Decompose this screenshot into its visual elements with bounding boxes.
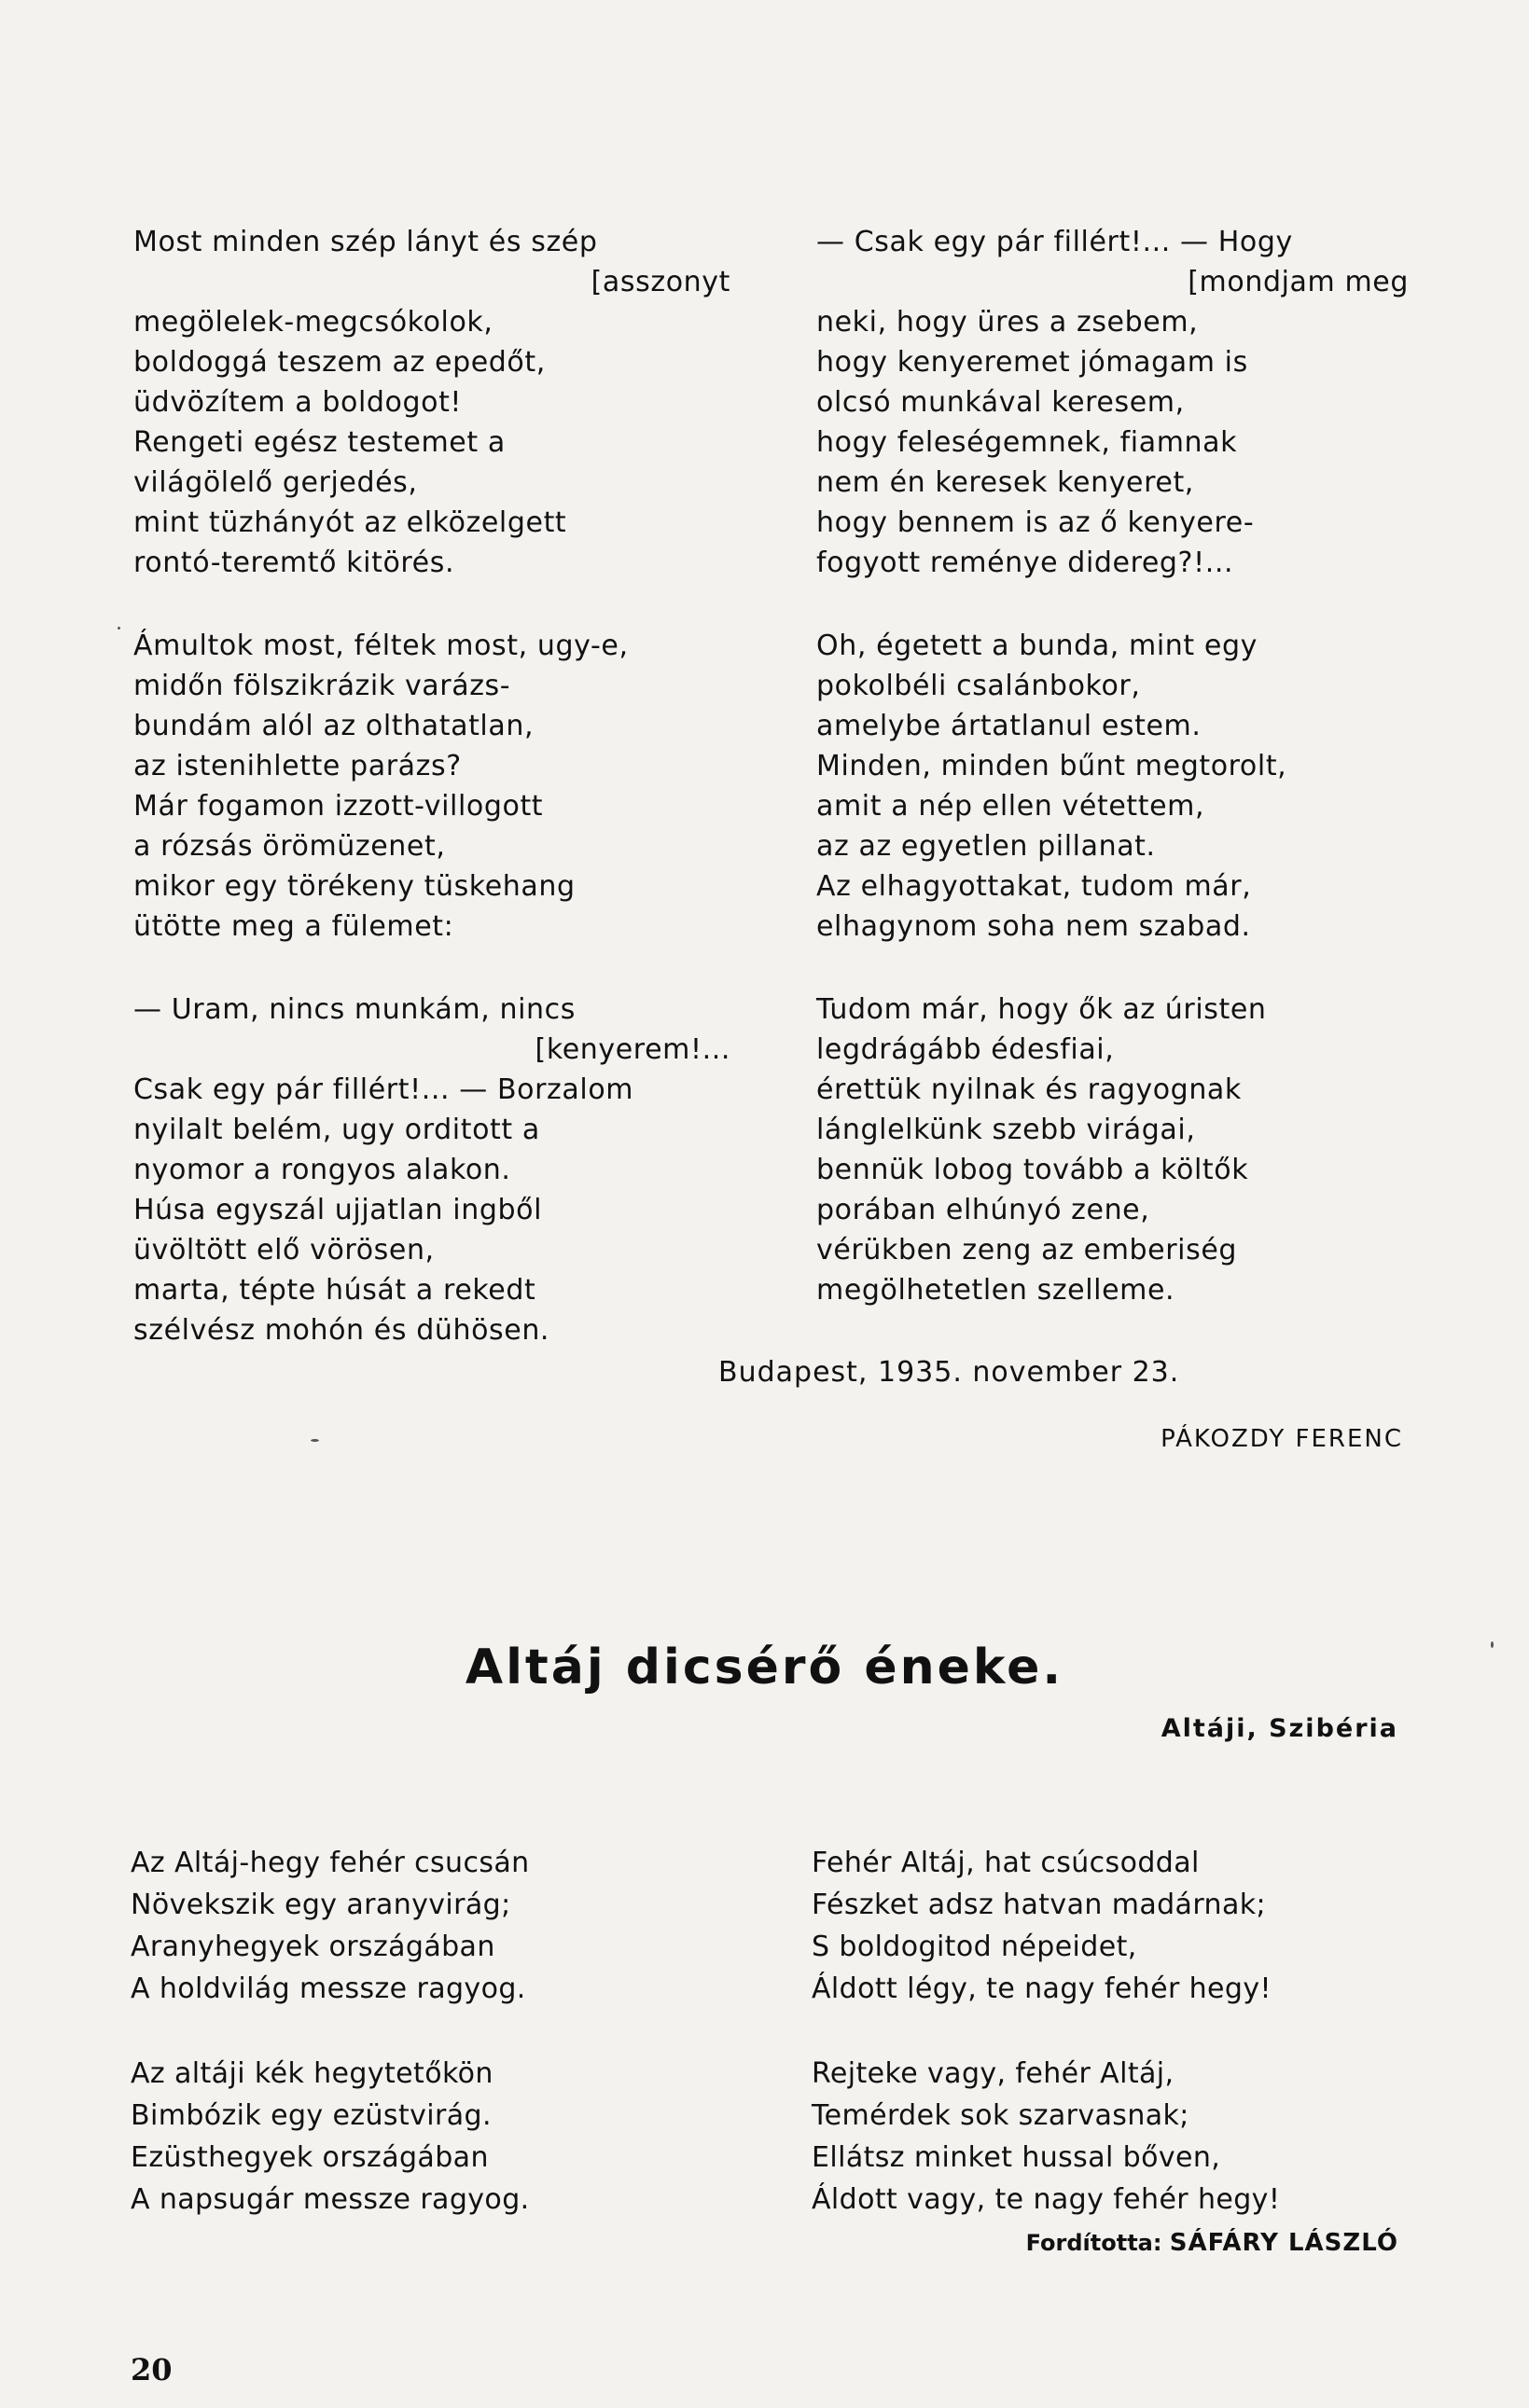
stanza xyxy=(133,989,730,1350)
verse-line: midőn fölszikrázik varázs- xyxy=(133,670,511,702)
verse-line: Az elhagyottakat, tudom már, xyxy=(816,870,1252,903)
poem1-right-column xyxy=(816,222,1409,1353)
verse-line: Rejteke vagy, fehér Altáj, xyxy=(812,2057,1175,2090)
verse-line: Bimbózik egy ezüstvirág. xyxy=(131,2099,492,2132)
poem2-subtitle: Altáji, Szibéria xyxy=(1161,1714,1398,1743)
verse-line: mikor egy törékeny tüskehang xyxy=(133,870,576,903)
verse-line: az istenihlette parázs? xyxy=(133,750,462,782)
verse-line: üdvözítem a boldogot! xyxy=(133,386,463,419)
verse-line: vérükben zeng az emberiség xyxy=(816,1234,1238,1266)
verse-line: Fészket adsz hatvan madárnak; xyxy=(812,1889,1267,1921)
verse-line: S boldogitod népeidet, xyxy=(812,1931,1137,1963)
verse-line: Fehér Altáj, hat csúcsoddal xyxy=(812,1847,1200,1879)
verse-line: Ámultok most, féltek most, ugy-e, xyxy=(133,630,629,662)
verse-line: hogy kenyeremet jómagam is xyxy=(816,346,1248,379)
verse-line: üvöltött elő vörösen, xyxy=(133,1234,435,1266)
stanza xyxy=(816,989,1409,1310)
page-number: 20 xyxy=(131,2352,173,2387)
verse-line: Az Altáj-hegy fehér csucsán xyxy=(131,1847,530,1879)
verse-line: pokolbéli csalánbokor, xyxy=(816,670,1141,702)
verse-line: az az egyetlen pillanat. xyxy=(816,830,1156,863)
verse-line: lánglelkünk szebb virágai, xyxy=(816,1114,1196,1146)
verse-line: Növekszik egy aranyvirág; xyxy=(131,1889,511,1921)
verse-line: nyomor a rongyos alakon. xyxy=(133,1154,511,1186)
verse-line: rontó-teremtő kitörés. xyxy=(133,547,455,579)
poem1-dateline: Budapest, 1935. november 23. xyxy=(718,1356,1180,1389)
verse-line: a rózsás örömüzenet, xyxy=(133,830,446,863)
verse-line: Ezüsthegyek országában xyxy=(131,2141,489,2174)
verse-line: amit a nép ellen vétettem, xyxy=(816,790,1205,823)
verse-line: neki, hogy üres a zsebem, xyxy=(816,306,1199,339)
verse-line: megölhetetlen szelleme. xyxy=(816,1274,1175,1307)
verse-line: bennük lobog tovább a költők xyxy=(816,1154,1249,1186)
verse-line: Ellátsz minket hussal bőven, xyxy=(812,2141,1221,2174)
translator-label: Fordította: xyxy=(1025,2230,1162,2256)
verse-line: érettük nyilnak és ragyognak xyxy=(816,1073,1242,1106)
verse-line: nyilalt belém, ugy orditott a xyxy=(133,1114,540,1146)
verse-line: Már fogamon izzott-villogott xyxy=(133,790,544,823)
stanza xyxy=(133,222,730,583)
verse-line: megölelek-megcsókolok, xyxy=(133,306,493,339)
verse-line: Oh, égetett a bunda, mint egy xyxy=(816,630,1258,662)
verse-line-continuation: [asszonyt xyxy=(591,266,730,298)
verse-line: fogyott reménye didereg?!... xyxy=(816,547,1234,579)
verse-line: világölelő gerjedés, xyxy=(133,466,418,499)
verse-line: — Uram, nincs munkám, nincs xyxy=(133,993,576,1026)
verse-line: Rengeti egész testemet a xyxy=(133,426,506,459)
stanza xyxy=(131,2053,728,2221)
verse-line: porában elhúnyó zene, xyxy=(816,1194,1150,1226)
ink-speck xyxy=(118,627,120,630)
stanza xyxy=(812,1842,1409,2010)
poem2-right-column xyxy=(812,1842,1409,2263)
verse-line: ütötte meg a fülemet: xyxy=(133,910,454,943)
poem1-author: PÁKOZDY FERENC xyxy=(1161,1425,1403,1453)
translator-name: SÁFÁRY LÁSZLÓ xyxy=(1169,2229,1398,2257)
verse-line: A napsugár messze ragyog. xyxy=(131,2183,530,2216)
verse-line: hogy feleségemnek, fiamnak xyxy=(816,426,1238,459)
verse-line: Temérdek sok szarvasnak; xyxy=(812,2099,1189,2132)
poem2-left-column xyxy=(131,1842,728,2263)
verse-line: hogy bennem is az ő kenyere- xyxy=(816,506,1255,539)
verse-line: nem én keresek kenyeret, xyxy=(816,466,1194,499)
stanza xyxy=(816,626,1409,947)
verse-line: amelybe ártatlanul estem. xyxy=(816,710,1202,742)
verse-line: marta, tépte húsát a rekedt xyxy=(133,1274,536,1307)
stanza xyxy=(131,1842,728,2010)
ink-speck xyxy=(1491,1641,1494,1648)
verse-line: Tudom már, hogy ők az úristen xyxy=(816,993,1267,1026)
verse-line-continuation: [mondjam meg xyxy=(1188,266,1409,298)
verse-line: A holdvilág messze ragyog. xyxy=(131,1972,526,2005)
verse-line: — Csak egy pár fillért!... — Hogy xyxy=(816,226,1293,258)
poem1-left-column xyxy=(133,222,730,1393)
verse-line: mint tüzhányót az elközelgett xyxy=(133,506,567,539)
verse-line-continuation: [kenyerem!... xyxy=(535,1033,730,1066)
stanza xyxy=(133,626,730,947)
verse-line: olcsó munkával keresem, xyxy=(816,386,1185,419)
ink-speck xyxy=(311,1439,319,1442)
verse-line: Most minden szép lányt és szép xyxy=(133,226,598,258)
verse-line: boldoggá teszem az epedőt, xyxy=(133,346,546,379)
poem2-title: Altáj dicsérő éneke. xyxy=(465,1640,1064,1695)
verse-line: Húsa egyszál ujjatlan ingből xyxy=(133,1194,543,1226)
verse-line: Aranyhegyek országában xyxy=(131,1931,495,1963)
verse-line: Az altáji kék hegytetőkön xyxy=(131,2057,493,2090)
verse-line: elhagynom soha nem szabad. xyxy=(816,910,1251,943)
verse-line: Áldott légy, te nagy fehér hegy! xyxy=(812,1972,1272,2005)
verse-line: legdrágább édesfiai, xyxy=(816,1033,1115,1066)
verse-line: bundám alól az olthatatlan, xyxy=(133,710,535,742)
poem2-translator xyxy=(1026,2229,1398,2257)
verse-line: Áldott vagy, te nagy fehér hegy! xyxy=(812,2183,1281,2216)
stanza xyxy=(816,222,1409,583)
verse-line: Csak egy pár fillért!... — Borzalom xyxy=(133,1073,634,1106)
stanza xyxy=(812,2053,1409,2221)
verse-line: Minden, minden bűnt megtorolt, xyxy=(816,750,1287,782)
verse-line: szélvész mohón és dühösen. xyxy=(133,1314,550,1347)
